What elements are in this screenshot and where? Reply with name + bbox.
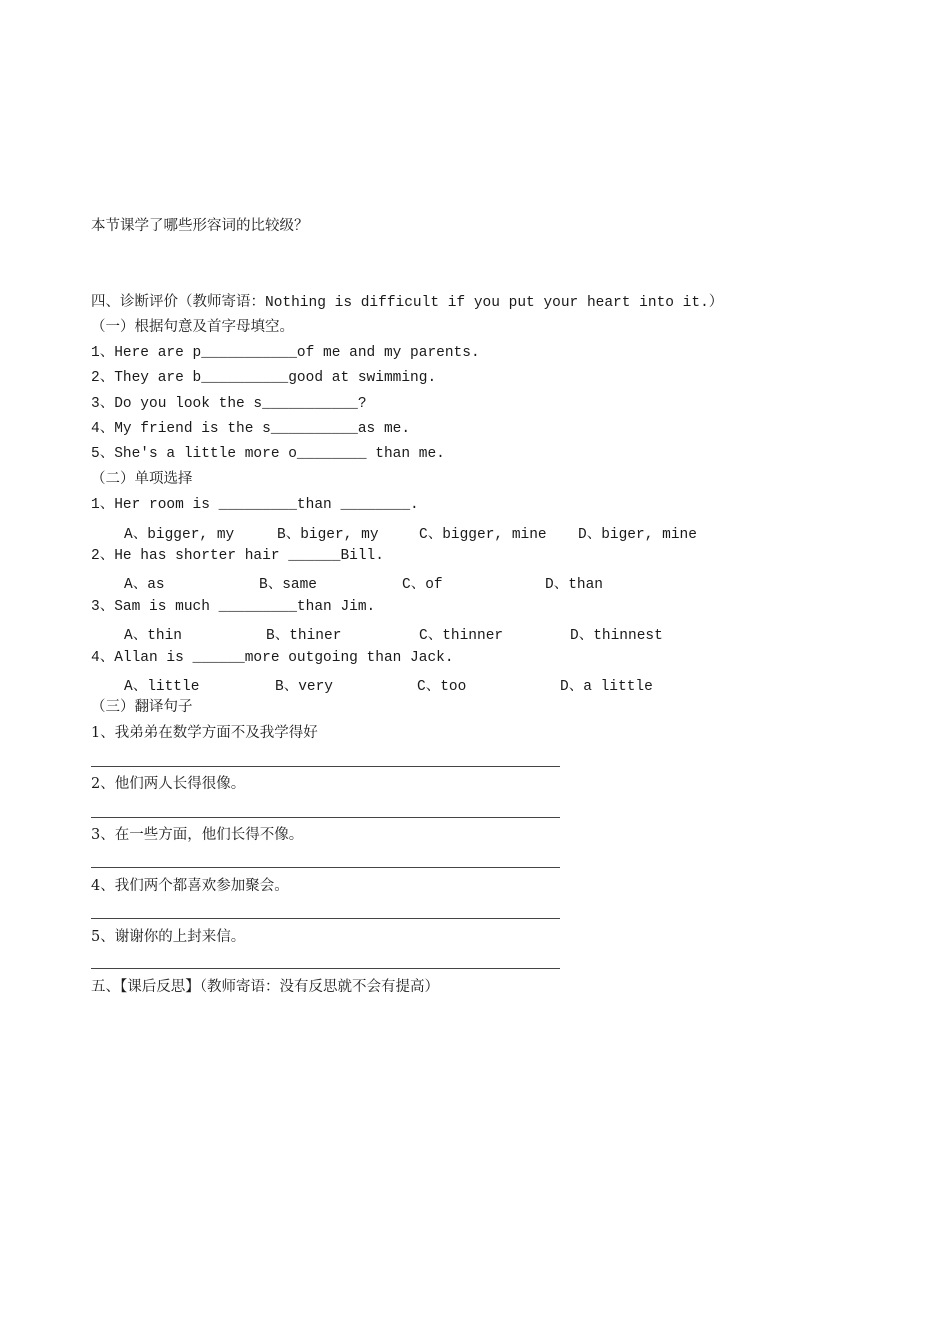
answer-line	[91, 918, 560, 919]
fill-blank-item: 3、Do you look the s___________?	[91, 396, 367, 412]
mc-option: D、than	[545, 577, 604, 593]
answer-line	[91, 817, 560, 818]
mc-question-stem: 3、Sam is much _________than Jim.	[91, 599, 376, 615]
translation-item: 1、我弟弟在数学方面不及我学得好	[91, 725, 318, 741]
mc-options-row	[0, 623, 950, 644]
translation-item: 5、谢谢你的上封来信。	[91, 929, 246, 945]
mc-option: C、thinner	[419, 628, 504, 644]
mc-option: C、of	[402, 577, 443, 593]
fill-blank-item: 4、My friend is the s__________as me.	[91, 421, 411, 437]
part1-title: （一）根据句意及首字母填空。	[91, 319, 294, 335]
mc-option: A、bigger, my	[124, 527, 235, 543]
mc-options-row	[0, 572, 950, 593]
mc-options-row	[0, 674, 950, 695]
mc-option: D、thinnest	[570, 628, 663, 644]
translation-item: 4、我们两个都喜欢参加聚会。	[91, 878, 289, 894]
mc-option: B、same	[259, 577, 318, 593]
mc-option: B、biger, my	[277, 527, 379, 543]
section4-heading	[91, 293, 723, 312]
part3-title: （三）翻译句子	[91, 699, 193, 715]
fill-blank-item: 5、She's a little more o________ than me.	[91, 446, 445, 462]
answer-line	[91, 766, 560, 767]
mc-option: B、thiner	[266, 628, 342, 644]
translation-item: 3、在一些方面，他们长得不像。	[91, 827, 304, 843]
part2-title: （二）单项选择	[91, 471, 193, 487]
mc-question-stem: 2、He has shorter hair ______Bill.	[91, 548, 384, 564]
answer-line	[91, 968, 560, 969]
answer-line	[91, 867, 560, 868]
section5-heading: 五、【课后反思】（教师寄语：没有反思就不会有提高）	[91, 979, 439, 995]
mc-option: A、as	[124, 577, 165, 593]
mc-option: B、very	[275, 679, 334, 695]
mc-option: D、a little	[560, 679, 653, 695]
translation-item: 2、他们两人长得很像。	[91, 776, 246, 792]
section4-heading-en: Nothing is difficult if you put your heart into it.	[265, 295, 709, 311]
fill-blank-item: 2、They are b__________good at swimming.	[91, 370, 437, 386]
section4-heading-end: ）	[708, 294, 724, 310]
mc-question-stem: 4、Allan is ______more outgoing than Jack.	[91, 650, 454, 666]
mc-option: C、bigger, mine	[419, 527, 547, 543]
mc-option: A、thin	[124, 628, 183, 644]
mc-option: C、too	[417, 679, 467, 695]
fill-blank-item: 1、Here are p___________of me and my parents.	[91, 345, 480, 361]
summary-question: 本节课学了哪些形容词的比较级？	[91, 218, 309, 234]
mc-options-row	[0, 522, 950, 543]
mc-question-stem: 1、Her room is _________than ________.	[91, 497, 419, 513]
mc-option: D、biger, mine	[578, 527, 697, 543]
section4-heading-cn: 四、诊断评价（教师寄语：	[91, 294, 265, 310]
mc-option: A、little	[124, 679, 200, 695]
